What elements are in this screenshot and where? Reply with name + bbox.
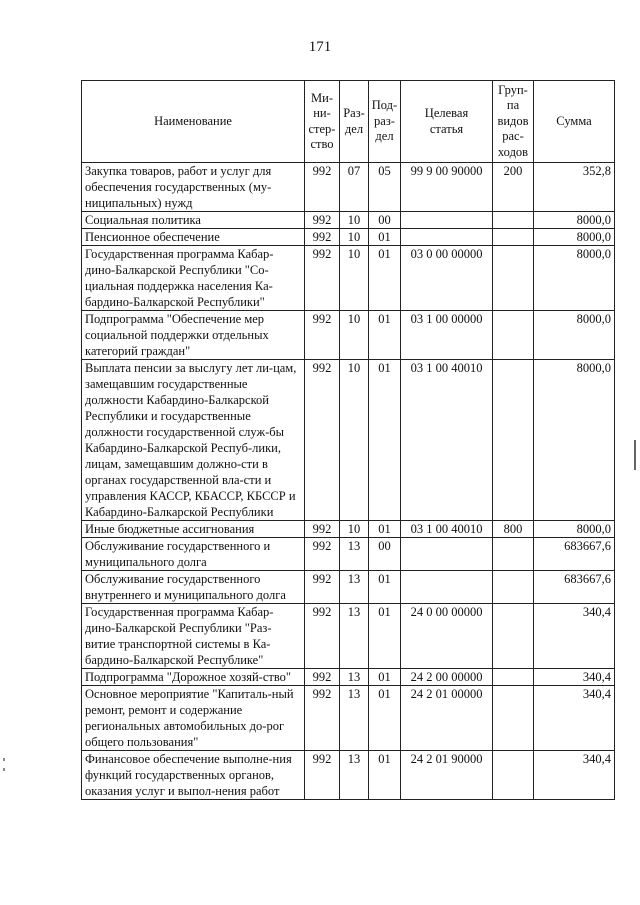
cell-subsection: 01: [369, 360, 401, 521]
budget-table: [81, 80, 615, 800]
cell-ministry: 992: [305, 751, 340, 800]
cell-name: Пенсионное обеспечение: [82, 229, 305, 246]
cell-name: Обслуживание государственного внутреннего и муниципального долга: [82, 571, 305, 604]
cell-expense-group: [493, 538, 534, 571]
cell-ministry: 992: [305, 521, 340, 538]
cell-target: 03 1 00 00000: [401, 311, 493, 360]
cell-expense-group: [493, 571, 534, 604]
table-row: [82, 360, 615, 521]
header-name: Наименование: [82, 81, 305, 163]
cell-expense-group: [493, 669, 534, 686]
cell-ministry: 992: [305, 246, 340, 311]
cell-amount: 340,4: [534, 604, 615, 669]
cell-target: 24 2 01 00000: [401, 686, 493, 751]
cell-amount: 352,8: [534, 163, 615, 212]
cell-name: Финансовое обеспечение выполне-ния функций государственных органов, оказания услуг и выпол-нения работ: [82, 751, 305, 800]
cell-subsection: 01: [369, 669, 401, 686]
cell-expense-group: [493, 212, 534, 229]
margin-mark: [3, 768, 5, 771]
cell-ministry: 992: [305, 360, 340, 521]
cell-name: Подпрограмма "Дорожное хозяй-ство": [82, 669, 305, 686]
cell-target: 24 0 00 00000: [401, 604, 493, 669]
table-row: [82, 246, 615, 311]
header-ministry: Ми- ни- стер- ство: [305, 81, 340, 163]
cell-amount: 8000,0: [534, 521, 615, 538]
cell-expense-group: [493, 311, 534, 360]
cell-subsection: 01: [369, 311, 401, 360]
cell-section: 13: [340, 751, 369, 800]
cell-section: 13: [340, 686, 369, 751]
cell-name: Закупка товаров, работ и услуг для обеспечения государственных (му-ниципальных) нужд: [82, 163, 305, 212]
cell-subsection: 01: [369, 521, 401, 538]
header-subsection: Под- раз- дел: [369, 81, 401, 163]
cell-ministry: 992: [305, 538, 340, 571]
cell-target: [401, 212, 493, 229]
cell-amount: 8000,0: [534, 212, 615, 229]
cell-target: 24 2 01 90000: [401, 751, 493, 800]
cell-name: Государственная программа Кабар-дино-Балкарской Республики "Со-циальная поддержка населения Ка-бардино-Балкарской Республики": [82, 246, 305, 311]
header-target: Целевая статья: [401, 81, 493, 163]
cell-subsection: 01: [369, 571, 401, 604]
cell-expense-group: [493, 246, 534, 311]
cell-section: 13: [340, 604, 369, 669]
table-row: [82, 521, 615, 538]
cell-amount: 683667,6: [534, 538, 615, 571]
cell-ministry: 992: [305, 571, 340, 604]
table-row: [82, 163, 615, 212]
cell-name: Основное мероприятие "Капиталь-ный ремонт, ремонт и содержание региональных автомобильных до-рог общего пользования": [82, 686, 305, 751]
cell-subsection: 01: [369, 229, 401, 246]
cell-amount: 8000,0: [534, 360, 615, 521]
table-row: [82, 686, 615, 751]
table-row: [82, 571, 615, 604]
table-row: [82, 311, 615, 360]
cell-section: 10: [340, 229, 369, 246]
cell-subsection: 01: [369, 751, 401, 800]
margin-mark: [634, 440, 636, 470]
cell-name: Иные бюджетные ассигнования: [82, 521, 305, 538]
cell-amount: 8000,0: [534, 311, 615, 360]
cell-ministry: 992: [305, 686, 340, 751]
cell-target: [401, 571, 493, 604]
table-row: [82, 229, 615, 246]
table-row: [82, 212, 615, 229]
cell-section: 13: [340, 538, 369, 571]
cell-section: 10: [340, 212, 369, 229]
cell-section: 13: [340, 571, 369, 604]
cell-subsection: 01: [369, 246, 401, 311]
cell-amount: 8000,0: [534, 246, 615, 311]
cell-expense-group: [493, 229, 534, 246]
cell-target: [401, 229, 493, 246]
cell-target: 24 2 00 00000: [401, 669, 493, 686]
cell-ministry: 992: [305, 669, 340, 686]
cell-expense-group: [493, 751, 534, 800]
table-row: [82, 604, 615, 669]
cell-subsection: 01: [369, 686, 401, 751]
cell-target: 03 1 00 40010: [401, 521, 493, 538]
table-header-row: [82, 81, 615, 163]
header-expense-group: Груп- па видов рас- ходов: [493, 81, 534, 163]
table-row: [82, 538, 615, 571]
cell-subsection: 00: [369, 212, 401, 229]
cell-section: 10: [340, 246, 369, 311]
header-amount: Сумма: [534, 81, 615, 163]
cell-section: 10: [340, 521, 369, 538]
cell-section: 10: [340, 360, 369, 521]
cell-ministry: 992: [305, 212, 340, 229]
cell-subsection: 01: [369, 604, 401, 669]
cell-amount: 683667,6: [534, 571, 615, 604]
cell-amount: 340,4: [534, 751, 615, 800]
cell-section: 13: [340, 669, 369, 686]
cell-name: Социальная политика: [82, 212, 305, 229]
page-number: 171: [308, 39, 332, 55]
cell-name: Обслуживание государственного и муниципального долга: [82, 538, 305, 571]
cell-expense-group: [493, 604, 534, 669]
cell-amount: 8000,0: [534, 229, 615, 246]
cell-name: Государственная программа Кабар-дино-Балкарской Республики "Раз-витие транспортной системы в Ка-бардино-Балкарской Республике": [82, 604, 305, 669]
cell-expense-group: [493, 360, 534, 521]
cell-expense-group: 200: [493, 163, 534, 212]
cell-section: 10: [340, 311, 369, 360]
table-row: [82, 669, 615, 686]
cell-amount: 340,4: [534, 686, 615, 751]
cell-ministry: 992: [305, 229, 340, 246]
cell-expense-group: [493, 686, 534, 751]
cell-subsection: 05: [369, 163, 401, 212]
header-section: Раз- дел: [340, 81, 369, 163]
cell-name: Подпрограмма "Обеспечение мер социальной поддержки отдельных категорий граждан": [82, 311, 305, 360]
cell-amount: 340,4: [534, 669, 615, 686]
cell-section: 07: [340, 163, 369, 212]
cell-ministry: 992: [305, 604, 340, 669]
cell-ministry: 992: [305, 163, 340, 212]
table-body: [82, 163, 615, 800]
margin-mark: [3, 758, 5, 761]
cell-target: [401, 538, 493, 571]
cell-subsection: 00: [369, 538, 401, 571]
cell-name: Выплата пенсии за выслугу лет ли-цам, замещавшим государственные должности Кабардино-Балкарской Республики и государственные должности государственной служ-бы Кабардино-Балкарской Респуб-лики, лицам, замещавшим должно-сти в органах государственной вла-сти и управления КАССР, КБАССР, КБССР и Кабардино-Балкарской Республики: [82, 360, 305, 521]
cell-target: 03 1 00 40010: [401, 360, 493, 521]
cell-expense-group: 800: [493, 521, 534, 538]
cell-target: 99 9 00 90000: [401, 163, 493, 212]
table-row: [82, 751, 615, 800]
cell-target: 03 0 00 00000: [401, 246, 493, 311]
cell-ministry: 992: [305, 311, 340, 360]
